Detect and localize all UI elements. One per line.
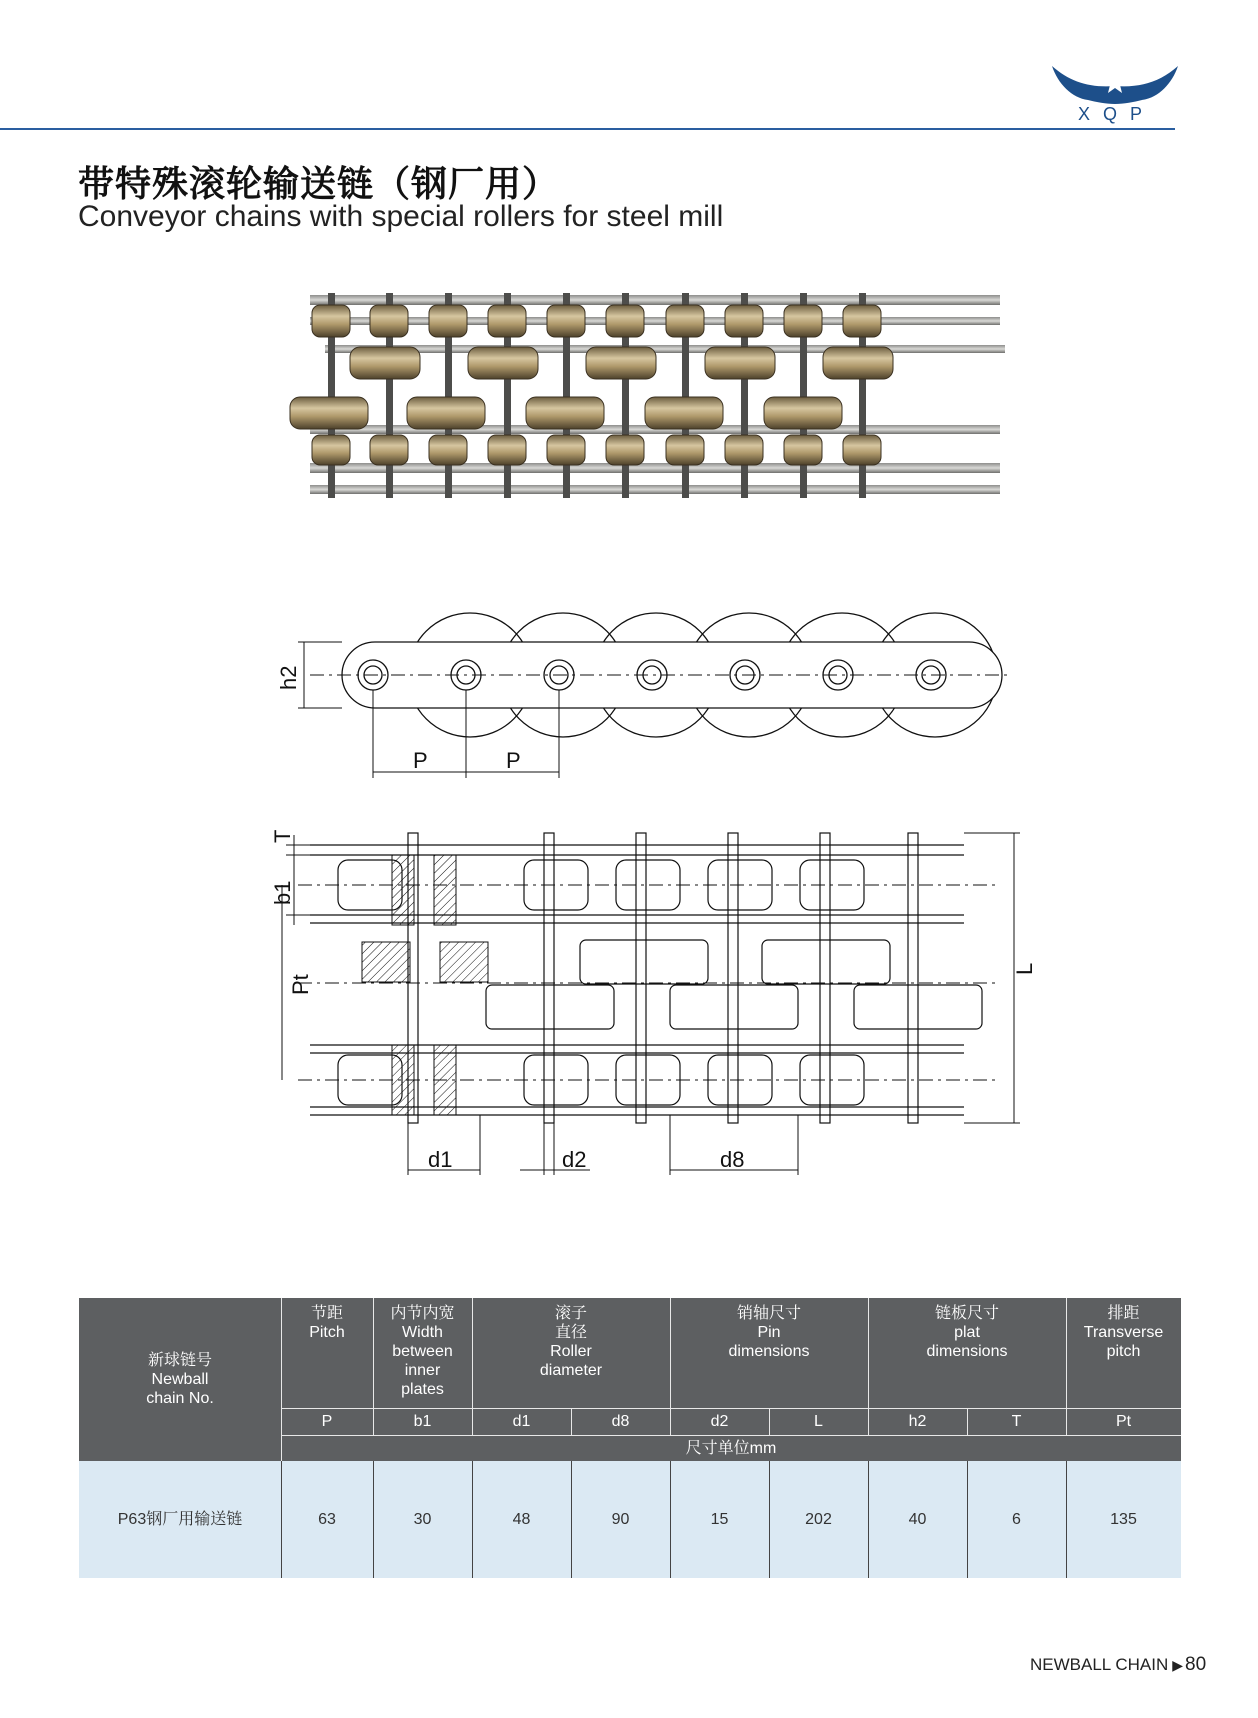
symbol-d8: d8 (571, 1408, 670, 1435)
header-chain-no: 新球链号 Newball chain No. (79, 1298, 281, 1461)
dim-label-d2: d2 (562, 1147, 587, 1172)
cell-d8: 90 (571, 1461, 670, 1578)
header-pitch: 节距 Pitch (281, 1298, 373, 1408)
chain-side-view-drawing (276, 590, 1020, 790)
symbol-d2: d2 (670, 1408, 769, 1435)
triangle-right-icon: ▶ (1172, 1657, 1184, 1673)
cell-p: 63 (281, 1461, 373, 1578)
cell-d1: 48 (472, 1461, 571, 1578)
page-title-cn: 带特殊滚轮输送链（钢厂用） (78, 164, 560, 205)
dim-label-h2: h2 (276, 665, 301, 690)
row-chain-no: P63钢厂用输送链 (79, 1461, 281, 1578)
cell-b1: 30 (373, 1461, 472, 1578)
page-title-en: Conveyor chains with special rollers for steel mill (78, 200, 724, 233)
page-number: 80 (1185, 1654, 1207, 1675)
brand-logo-text: XQP (1078, 104, 1156, 124)
dim-label-p-2: P (506, 748, 521, 773)
dim-label-pt: Pt (288, 974, 313, 995)
header-plate-dimensions: 链板尺寸 plat dimensions (868, 1298, 1066, 1408)
header-divider (0, 128, 1175, 130)
symbol-pt: Pt (1066, 1408, 1181, 1435)
symbol-p: P (281, 1408, 373, 1435)
chain-product-photo (290, 285, 1015, 510)
header-width-inner-plates: 内节内宽 Width between inner plates (373, 1298, 472, 1408)
footer-brand: NEWBALL CHAIN (1030, 1655, 1169, 1674)
dim-label-d1: d1 (428, 1147, 453, 1172)
cell-h2: 40 (868, 1461, 967, 1578)
dim-label-t: T (270, 829, 295, 843)
cell-d2: 15 (670, 1461, 769, 1578)
dim-label-p-1: P (413, 748, 428, 773)
cell-l: 202 (769, 1461, 868, 1578)
spec-table (79, 1298, 1181, 1578)
symbol-l: L (769, 1408, 868, 1435)
symbol-b1: b1 (373, 1408, 472, 1435)
dim-label-d8: d8 (720, 1147, 745, 1172)
cell-pt: 135 (1066, 1461, 1181, 1578)
dim-label-b1: b1 (270, 880, 295, 905)
chain-top-view-drawing (270, 815, 1040, 1195)
symbol-h2: h2 (868, 1408, 967, 1435)
header-pin-dimensions: 销轴尺寸 Pin dimensions (670, 1298, 868, 1408)
header-roller-diameter: 滚子 直径 Roller diameter (472, 1298, 670, 1408)
footer-page-label (1030, 1654, 1206, 1676)
unit-row: 尺寸单位mm (281, 1435, 1181, 1461)
header-transverse-pitch: 排距 Transverse pitch (1066, 1298, 1181, 1408)
cell-t: 6 (967, 1461, 1066, 1578)
dim-label-l: L (1012, 962, 1037, 975)
symbol-d1: d1 (472, 1408, 571, 1435)
symbol-t: T (967, 1408, 1066, 1435)
